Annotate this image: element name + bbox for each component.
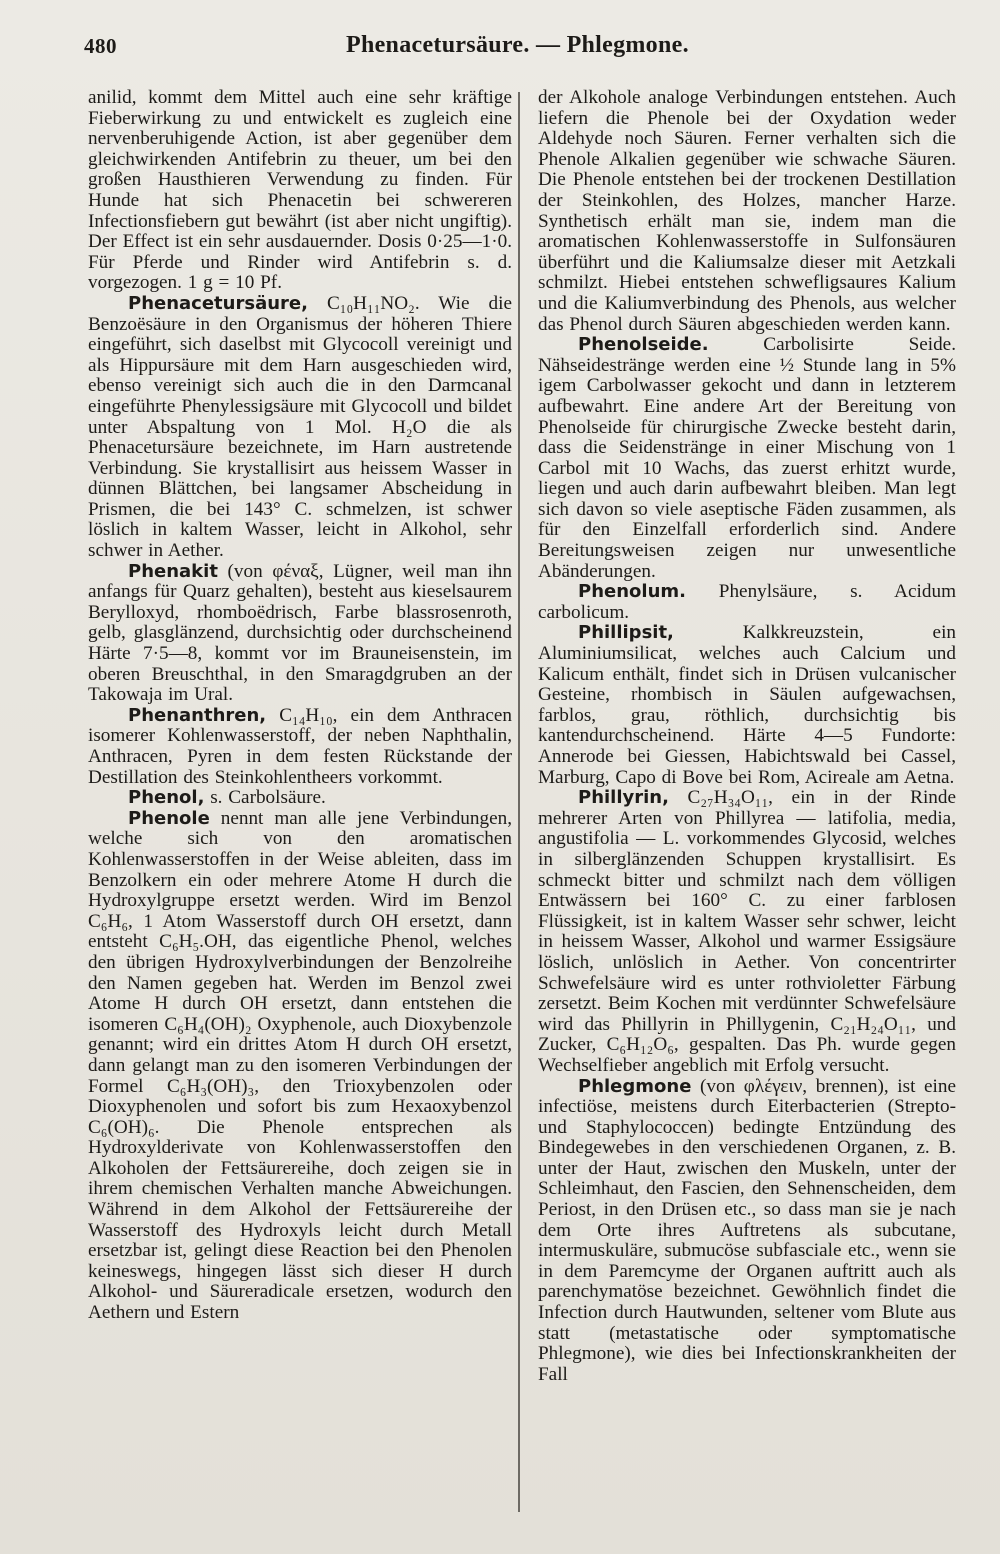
paragraph-phenacetin-continued: anilid, kommt dem Mittel auch eine sehr kräftige Fieberwirkung zu und entwickelt es zugleich eine nervenberuhigende Action, ist aber gegenüber dem gleichwirkenden Antifebrin zu theuer, um bei den großen Hausthieren Verwendung zu finden. Für Hunde hat sich Phenacetin bei schwereren Infectionsfiebern gut bewährt (ist aber nicht ungiftig). Der Effect ist ein sehr ausdauernder. Dosis 0·25—1·0. Für Pferde und Rinder wird Antifebrin s. d. vorgezogen. 1 g = 10 Pf. bbox=[88, 87, 512, 294]
entry-text: Phenylsäure, s. Acidum carbolicum. bbox=[538, 581, 956, 623]
headword: Phenolum. bbox=[578, 581, 686, 603]
headword: Phenole bbox=[128, 807, 210, 829]
entry-text: Kalkkreuzstein, ein Aluminiumsilicat, welches auch Calcium und Kalicum enthält, findet sich in Drüsen vulcanischer Gesteine, rhombisch in Säulen aufgewachsen, farblos, grau, röthlich, durchsichtig bis kantendurchscheinend. Härte 4—5 Fundorte: Annerode bei Giessen, Habichtswald bei Cassel, Marburg, Capo di Bove bei Rom, Acireale am Aetna. bbox=[538, 622, 956, 788]
entry-phillyrin bbox=[538, 788, 956, 1076]
entry-phenolseide bbox=[538, 335, 956, 582]
headword: Phenol, bbox=[128, 787, 205, 809]
entry-text: C₁₀H₁₁NO₂. Wie die Benzoësäure in den Organismus der höheren Thiere eingeführt, sich daselbst mit Glycocoll vereinigt und als Hippursäure mit dem Harn ausgeschieden wird, ebenso vereinigt sich auch die in den Darmcanal eingeführte Phenylessigsäure mit Glycocoll und bildet unter Abspaltung von 1 Mol. H₂O die als Phenacetursäure bezeichnete, im Harn austretende Verbindung. Sie krystallisirt aus heissem Wasser in dünnen Blättchen, bei langsamer Abscheidung in Prismen, die bei 143° C. schmelzen, ist schwer löslich in kaltem Wasser, leicht in Alkohol, sehr schwer in Aether. bbox=[88, 292, 512, 562]
entry-phenole bbox=[88, 809, 512, 1324]
entry-text: nennt man alle jene Verbindungen, welche sich von den aromatischen Kohlenwasserstoffen in der Weise ableiten, dass im Benzolkern ein oder mehrere Atome H durch die Hydroxylgruppe ersetzt werden. Wird im Benzol C₆H₆, 1 Atom Wasserstoff durch OH ersetzt, dann entsteht C₆H₅.OH, das eigentliche Phenol, welches den übrigen Hydroxylverbindungen der Benzolreihe den Namen gegeben hat. Werden im Benzol zwei Atome H durch OH ersetzt, dann entstehen die isomeren C₆H₄(OH)₂ Oxyphenole, auch Dioxybenzole genannt; wird ein drittes Atom H durch OH ersetzt, dann gelangt man zu den isomeren Verbindungen der Formel C₆H₃(OH)₃, den Trioxybenzolen oder Dioxyphenolen und sofort bis zum Hexaoxybenzol C₆(OH)₆. Die Phenole entsprechen als Hydroxylderivate von Kohlenwasserstoffen den Alkoholen der Fettsäurereihe, doch zeigen sie in ihrem chemischen Verhalten manche Abweichungen. Während in dem Alkohol der Fettsäurereihe der Wasserstoff des Hydroxyls leicht durch Metall ersetzbar ist, gelingt diese Reaction bei den Phenolen keineswegs, hingegen lässt sich dieser H durch Alkohol- und Säureradicale ersetzen, wodurch den Aethern und Estern bbox=[88, 807, 512, 1324]
entry-phenakit bbox=[88, 562, 512, 706]
paragraph-phenole-continued: der Alkohole analoge Verbindungen entstehen. Auch liefern die Phenole bei der Oxydation weder Aldehyde noch Säuren. Ferner verhalten sich die Phenole Alkalien gegenüber wie schwache Säuren. Die Phenole entstehen bei der trockenen Destillation der Steinkohlen, des Holzes, mancher Harze. Synthetisch erhält man sie, indem man die aromatischen Kohlenwasserstoffe in Sulfonsäuren überführt und die Kaliumsalze dieser mit Aetzkali schmilzt. Hiebei entstehen schwefligsaures Kalium und die Kaliumverbindung des Phenols, aus welcher das Phenol durch Säuren abgeschieden werden kann. bbox=[538, 87, 956, 335]
page-header bbox=[84, 30, 930, 70]
entry-text: C₁₄H₁₀, ein dem Anthracen isomerer Kohlenwasserstoff, der neben Naphthalin, Anthracen, Pyren in dem festen Rückstande der Destillation des Steinkohlentheers vorkommt. bbox=[88, 704, 512, 788]
entry-text: (von φέναξ, Lügner, weil man ihn anfangs für Quarz gehalten), besteht aus kieselsaurem Berylloxyd, rhomboëdrisch, Farbe blassrosenroth, gelb, glasglänzend, durchsichtig oder durchscheinend Härte 7·5—8, kommt vor im Brauneisenstein, im oberen Breuschthal, in den Smaragdgruben an der Takowaja im Ural. bbox=[88, 560, 512, 706]
entry-text: s. Carbolsäure. bbox=[204, 787, 326, 809]
entry-phlegmone bbox=[538, 1077, 956, 1386]
headword: Phenakit bbox=[128, 560, 218, 582]
running-title: Phenacetursäure. — Phlegmone. bbox=[346, 32, 689, 58]
headword: Phillipsit, bbox=[578, 622, 674, 644]
headword: Phillyrin, bbox=[578, 787, 669, 809]
right-column bbox=[538, 88, 956, 1385]
headword: Phenanthren, bbox=[128, 704, 267, 726]
entry-phenol bbox=[88, 788, 512, 809]
entry-text: Carbolisirte Seide. Nähseidestränge werden eine ½ Stunde lang in 5% igem Carbolwasser gekocht und dann in letzterem aufbewahrt. Eine andere Art der Bereitung von Phenolseide für chirurgische Zwecke besteht darin, dass die Seidenstränge in einer Mischung von 1 Carbol mit 10 Wachs, das zuerst erhitzt wurde, liegen und auch darin aufbewahrt bleiben. Man legt sich davon so viele aseptische Fäden zusammen, als für den Einzelfall erforderlich sind. Andere Bereitungsweisen zeigen nur unwesentliche Abänderungen. bbox=[538, 334, 956, 582]
entry-phenolum bbox=[538, 582, 956, 623]
page-number: 480 bbox=[84, 34, 117, 58]
headword: Phlegmone bbox=[578, 1075, 692, 1097]
entry-text: C₂₇H₃₄O₁₁, ein in der Rinde mehrerer Arten von Phillyrea — latifolia, media, angustifolia — L. vorkommendes Glycosid, welches in silberglänzenden Schuppen krystallisirt. Es schmeckt bitter und schmilzt nach dem völligen Entwässern bei 160° C. zu einer farblosen Flüssigkeit, ist in kaltem Wasser sehr schwer, leicht in heissem Wasser, Alkohol und warmer Essigsäure löslich, unlöslich in Aether. Von concentrirter Schwefelsäure wird es unter rothvioletter Färbung zersetzt. Beim Kochen mit verdünnter Schwefelsäure wird das Phillyrin in Phillygenin, C₂₁H₂₄O₁₁, und Zucker, C₆H₁₂O₆, gespalten. Das Ph. wurde gegen Wechselfieber angeblich mit Erfolg versucht. bbox=[538, 787, 956, 1076]
entry-phenanthren bbox=[88, 706, 512, 788]
headword: Phenolseide. bbox=[578, 334, 709, 356]
headword: Phenacetursäure, bbox=[128, 292, 308, 314]
entry-phillipsit bbox=[538, 623, 956, 788]
column-divider bbox=[518, 92, 520, 1512]
entry-text: (von φλέγειν, brennen), ist eine infectiöse, meistens durch Eiterbacterien (Strepto- und Staphylococcen) bedingte Entzündung des Bindegewebes in den verschiedenen Organen, z. B. unter der Haut, zwischen den Muskeln, unter der Schleimhaut, den Fascien, den Sehnenscheiden, dem Periost, in den Drüsen etc., so dass man sie je nach dem Orte ihres Auftretens als subcutane, intermuskuläre, submucöse subfasciale etc., wenn sie in dem Paremcyme der Organen auftritt auch als parenchymatöse bezeichnet. Gewöhnlich findet die Infection durch Hautwunden, seltener vom Blute aus statt (metastatische oder symptomatische Phlegmone), wie dies bei Infectionskrankheiten der Fall bbox=[538, 1075, 956, 1385]
entry-phenacetursaeure bbox=[88, 294, 512, 562]
left-column bbox=[88, 88, 512, 1324]
